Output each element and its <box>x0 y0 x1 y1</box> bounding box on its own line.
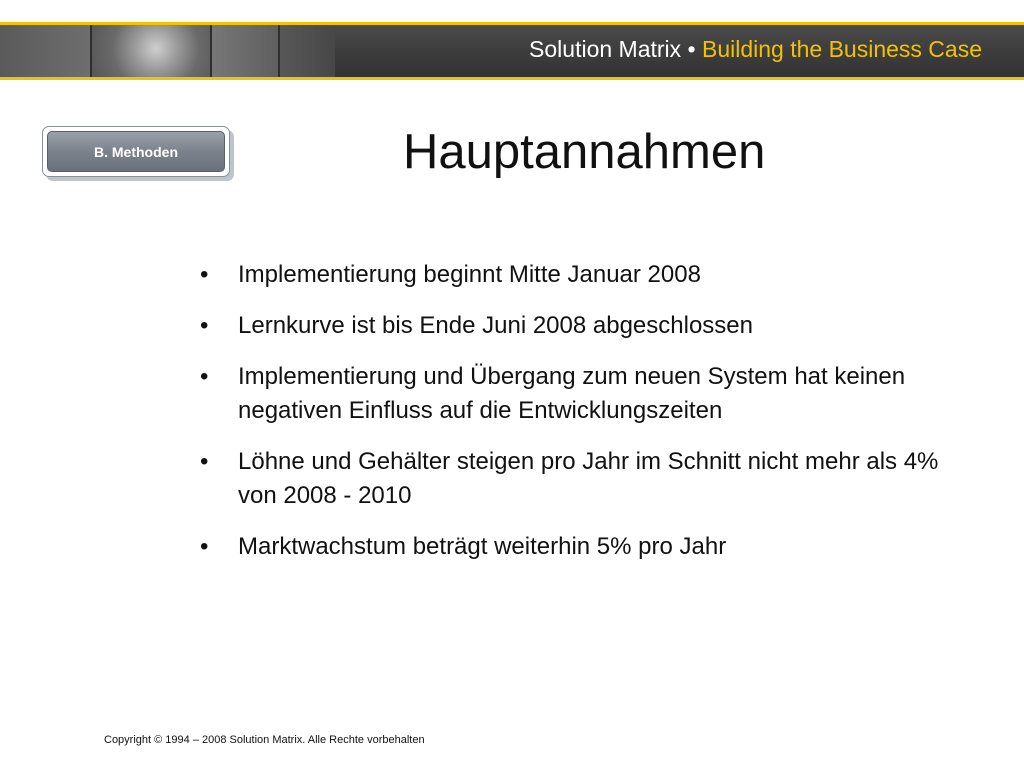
list-item-text: Implementierung beginnt Mitte Januar 2008 <box>238 261 701 288</box>
list-item <box>196 258 976 292</box>
section-badge-label: B. Methoden <box>47 131 225 172</box>
list-item <box>196 445 976 513</box>
bullet-glyph: • <box>200 448 209 475</box>
page-title: Hauptannahmen <box>403 125 766 179</box>
header-banner <box>0 22 1024 80</box>
header-title <box>529 36 982 63</box>
bullet-glyph: • <box>200 363 209 390</box>
bullet-list <box>196 258 976 581</box>
section-badge <box>42 126 230 177</box>
list-item <box>196 360 976 428</box>
copyright-notice: Copyright © 1994 – 2008 Solution Matrix. Alle Rechte vorbehalten <box>104 734 425 746</box>
bullet-glyph: • <box>200 312 209 339</box>
header-globe-image <box>0 25 335 77</box>
header-title-brand: Solution Matrix • <box>529 36 702 62</box>
list-item-text: Löhne und Gehälter steigen pro Jahr im Schnitt nicht mehr als 4% von 2008 - 2010 <box>238 448 939 509</box>
bullet-glyph: • <box>200 261 209 288</box>
list-item-text: Lernkurve ist bis Ende Juni 2008 abgeschlossen <box>238 312 753 339</box>
list-item-text: Implementierung und Übergang zum neuen System hat keinen negativen Einfluss auf die Entwicklungszeiten <box>238 363 906 424</box>
bullet-glyph: • <box>200 533 209 560</box>
header-title-subtitle: Building the Business Case <box>702 36 982 62</box>
list-item-text: Marktwachstum beträgt weiterhin 5% pro Jahr <box>238 533 727 560</box>
list-item <box>196 530 976 564</box>
list-item <box>196 309 976 343</box>
